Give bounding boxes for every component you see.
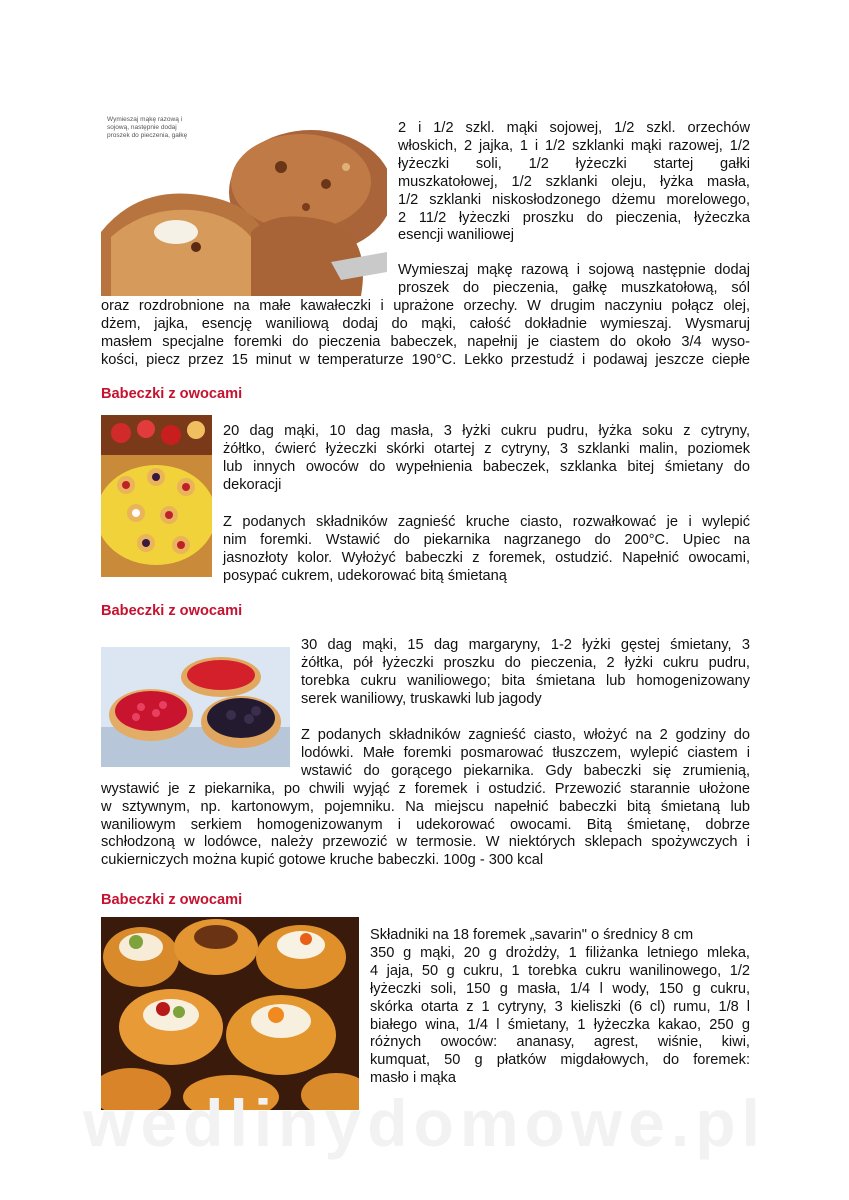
text-line: posypać cukrem, udekorować bitą śmietaną — [223, 567, 507, 584]
text-line: kości, piecz przez 15 minut w temperaturze 190°C. Lekko przestudź i podawaj jeszcze ciepłe — [101, 351, 750, 368]
text-line: waniliowym serkiem homogenizowanym i udekorować owocami. Bitą śmietanę, dobrze — [101, 816, 750, 833]
text-line: 2 i 1/2 szkl. mąki sojowej, 1/2 szkl. orzechów — [398, 120, 750, 136]
text-line: Z podanych składników zagnieść kruche ciasto, rozwałkować je i wylepić — [223, 514, 750, 530]
photo-caption-text: Wymieszaj mąkę razową i sojową, następnie dodaj proszek do pieczenia, gałkę — [107, 116, 188, 139]
text-line: Składniki na 18 foremek „savarin" o średnicy 8 cm — [370, 927, 694, 943]
text-line: cukierniczych można kupić gotowe kruche babeczki. 100g - 300 kcal — [101, 852, 544, 869]
text-line: dekoracji — [223, 476, 282, 493]
tartlets-illustration — [101, 415, 212, 577]
text-line: 20 dag mąki, 10 dag masła, 3 łyżki cukru pudru, łyżka soku z cytryny, — [223, 423, 750, 439]
text-line: proszek do pieczenia, gałkę muszkatołową, sól — [398, 279, 750, 296]
text-line: nim foremki. Wstawić do piekarnika nagrzanego do 200°C. Upiec na — [223, 531, 750, 548]
text-line: wstawić do gorącego piekarnika. Gdy babeczki się zrumienią, — [301, 762, 750, 779]
text-line: masłem specjalne foremki do pieczenia babeczek, napełnij je ciastem do około 3/4 wyso- — [101, 333, 750, 350]
text-line: esencji waniliowej — [398, 227, 514, 244]
text-line: żółtka, pół łyżeczki proszku do pieczenia, 2 łyżki cukru pudru, — [301, 654, 750, 671]
text-line: dżem, jajka, esencję waniliową dodaj do mąki, całość dokładnie wymieszaj. Wysmaruj — [101, 315, 750, 332]
recipe4-ingredients — [370, 927, 750, 1088]
text-line: serek waniliowy, truskawki lub jagody — [301, 690, 542, 707]
recipe2-ingredients — [223, 423, 750, 495]
text-line: lodówki. Małe foremki posmarować tłuszczem, wylepić ciastem i — [301, 744, 750, 761]
savarin-cakes-photo — [101, 917, 359, 1110]
text-line: muszkatołowej, 1/2 szklanki oleju, łyżka masła, — [398, 173, 750, 190]
text-line: żółtko, ćwierć łyżeczki skórki otartej z cytryny, 3 szklanki malin, poziomek — [223, 440, 750, 457]
recipe1-ingredients — [398, 120, 750, 245]
text-line: Z podanych składników zagnieść ciasto, włożyć na 2 godziny do — [301, 727, 750, 743]
text-line: 4 jaja, 50 g cukru, 1 torebka cukru wanilinowego, 1/2 — [370, 962, 750, 979]
text-line: białego wina, 1/4 l śmietany, 1 łyżeczka kakao, 250 g — [370, 1016, 750, 1033]
text-line: 30 dag mąki, 15 dag margaryny, 1-2 łyżki gęstej śmietany, 3 — [301, 637, 750, 653]
recipe1-method — [101, 262, 750, 369]
text-line: łyżeczki soli, 150 g masła, 1/4 l wody, 150 g cukru, — [370, 980, 750, 997]
text-line: jasnozłoty kolor. Wyłożyć babeczki z foremek, ostudzić. Napełnić owocami, — [223, 549, 750, 566]
text-line: lub innych owoców do wypełnienia babeczek, szklanka bitej śmietany do — [223, 458, 750, 475]
text-line: schłodzoną w lodówce, należy przewozić w termosie. W niektórych sklepach spożywczych i — [101, 834, 750, 851]
text-line: włoskich, 2 jajka, 1 i 1/2 szklanki mąki razowej, 1/2 — [398, 137, 750, 154]
text-line: wystawić je z piekarnika, po chwili wyjąć z foremek i ostudzić. Przewozić starannie ułożone — [101, 780, 750, 797]
photo-caption — [107, 116, 193, 140]
text-line: 350 g mąki, 20 g drożdży, 1 filiżanka letniego mleka, — [370, 944, 750, 961]
text-line: 1/2 szklanki niskosłodzonego dżemu morelowego, — [398, 191, 750, 208]
text-line: łyżeczki soli, 1/2 łyżeczki startej gałki — [398, 155, 750, 172]
text-line: masło i mąka — [370, 1070, 456, 1087]
recipe2-title: Babeczki z owocami — [101, 386, 243, 402]
text-line: oraz rozdrobnione na małe kawałeczki i uprażone orzechy. W drugim naczyniu połącz olej, — [101, 297, 750, 314]
site-watermark: wedlinydomowe.pl — [83, 1086, 766, 1160]
recipe3-method — [101, 727, 750, 870]
text-line: Wymieszaj mąkę razową i sojową następnie dodaj — [398, 262, 750, 278]
text-line: w sztywnym, np. kartonowym, pojemniku. Na miejscu napełnić babeczki bitą śmietaną lub — [101, 798, 750, 815]
recipe4-title: Babeczki z owocami — [101, 892, 243, 908]
text-line: kumquat, 50 g płatków migdałowych, do foremek: — [370, 1052, 750, 1069]
recipe2-method — [223, 514, 750, 586]
text-line: 2 11/2 łyżeczki proszku do pieczenia, łyżeczka — [398, 209, 750, 226]
recipe3-title: Babeczki z owocami — [101, 603, 243, 619]
text-line: różnych owoców: ananasy, agrest, wiśnie, kiwi, — [370, 1034, 750, 1051]
text-line: torebka cukru waniliowego; bita śmietana lub homogenizowany — [301, 672, 750, 689]
fruit-tartlets-photo — [101, 415, 212, 577]
savarin-illustration — [101, 917, 359, 1110]
recipe3-ingredients — [301, 637, 750, 709]
text-line: skórka otarta z 1 cytryny, 3 kieliszki (6 cl) rumu, 1/8 l — [370, 998, 750, 1015]
